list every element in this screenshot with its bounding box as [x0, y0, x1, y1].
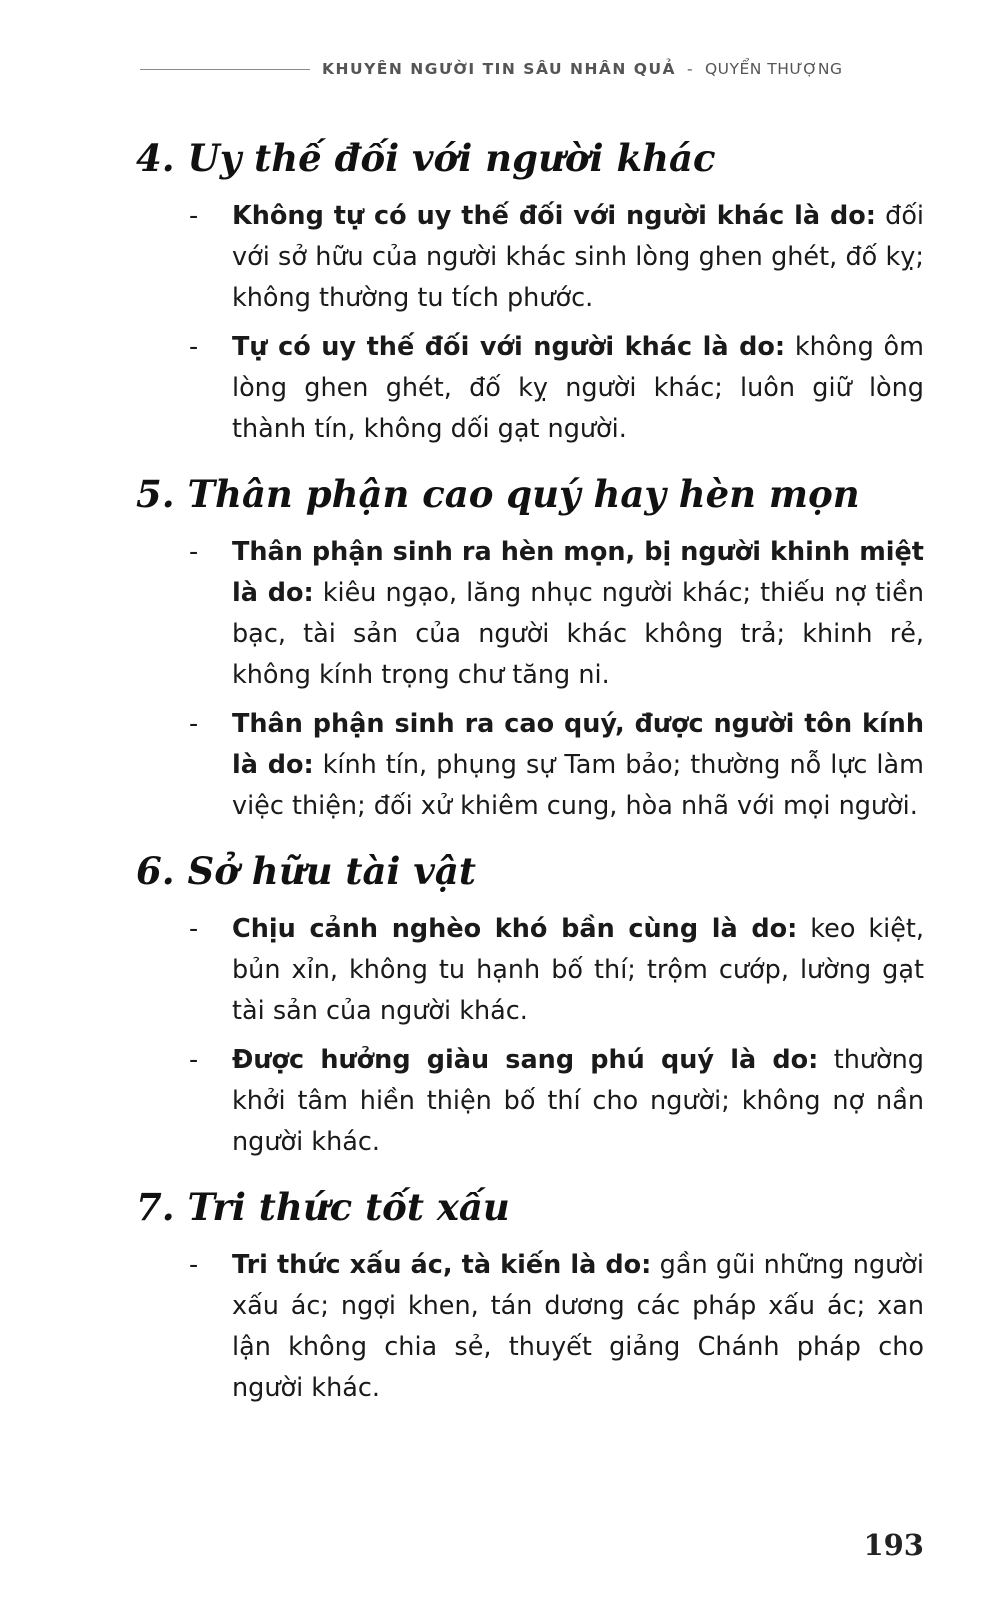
item-text: gần gũi những người xấu ác; ngợi khen, tán dương các pháp xấu ác; xan lận không chia sẻ, thuyết giảng Chánh pháp cho người khác.: [232, 1250, 924, 1403]
section-heading: 7. Tri thức tốt xấu: [136, 1185, 510, 1229]
item-text: keo kiệt, bủn xỉn, không tu hạnh bố thí; trộm cướp, lường gạt tài sản của người khác.: [232, 914, 924, 1026]
section-heading: 6. Sở hữu tài vật: [136, 849, 476, 893]
item-text: kính tín, phụng sự Tam bảo; thường nỗ lực làm việc thiện; đối xử khiêm cung, hòa nhã với mọi người.: [232, 750, 924, 821]
running-header-text: [322, 60, 842, 78]
list-item: [136, 1040, 924, 1163]
list-item: [136, 327, 924, 450]
dash-bullet: -: [189, 709, 199, 739]
section-7: [136, 1181, 924, 1409]
book-title: KHUYÊN NGƯỜI TIN SÂU NHÂN QUẢ: [322, 60, 677, 78]
header-separator: -: [686, 60, 695, 78]
item-lead: Không tự có uy thế đối với người khác là do:: [232, 201, 876, 231]
list-item: [136, 1245, 924, 1409]
dash-bullet: -: [189, 332, 199, 362]
section-5: [136, 468, 924, 827]
volume-label: QUYỂN THƯỢNG: [704, 60, 843, 78]
page-content: [136, 132, 924, 1427]
dash-bullet: -: [189, 1250, 199, 1280]
list-item: [136, 909, 924, 1032]
list-item: [136, 196, 924, 319]
section-heading: 4. Uy thế đối với người khác: [136, 136, 716, 180]
item-text: kiêu ngạo, lăng nhục người khác; thiếu nợ tiền bạc, tài sản của người khác không trả; khinh rẻ, không kính trọng chư tăng ni.: [232, 578, 924, 690]
dash-bullet: -: [189, 1045, 199, 1075]
section-4: [136, 132, 924, 450]
page-number: 193: [863, 1528, 924, 1562]
list-item: [136, 704, 924, 827]
section-heading: 5. Thân phận cao quý hay hèn mọn: [136, 472, 860, 516]
dash-bullet: -: [189, 201, 199, 231]
item-lead: Thân phận sinh ra hèn mọn, bị người khinh miệt là do:: [232, 537, 924, 608]
item-lead: Tri thức xấu ác, tà kiến là do:: [232, 1250, 652, 1280]
list-item: [136, 532, 924, 696]
header-rule: [140, 69, 310, 70]
dash-bullet: -: [189, 537, 199, 567]
section-6: [136, 845, 924, 1163]
item-lead: Tự có uy thế đối với người khác là do:: [232, 332, 786, 362]
item-text: không ôm lòng ghen ghét, đố kỵ người khác; luôn giữ lòng thành tín, không dối gạt người.: [232, 332, 924, 444]
item-lead: Được hưởng giàu sang phú quý là do:: [232, 1045, 819, 1075]
item-text: đối với sở hữu của người khác sinh lòng ghen ghét, đố kỵ; không thường tu tích phước.: [232, 201, 925, 313]
item-lead: Chịu cảnh nghèo khó bần cùng là do:: [232, 914, 798, 944]
item-lead: Thân phận sinh ra cao quý, được người tôn kính là do:: [232, 709, 924, 780]
item-text: thường khởi tâm hiền thiện bố thí cho người; không nợ nần người khác.: [232, 1045, 924, 1157]
running-header: [140, 60, 924, 78]
dash-bullet: -: [189, 914, 199, 944]
